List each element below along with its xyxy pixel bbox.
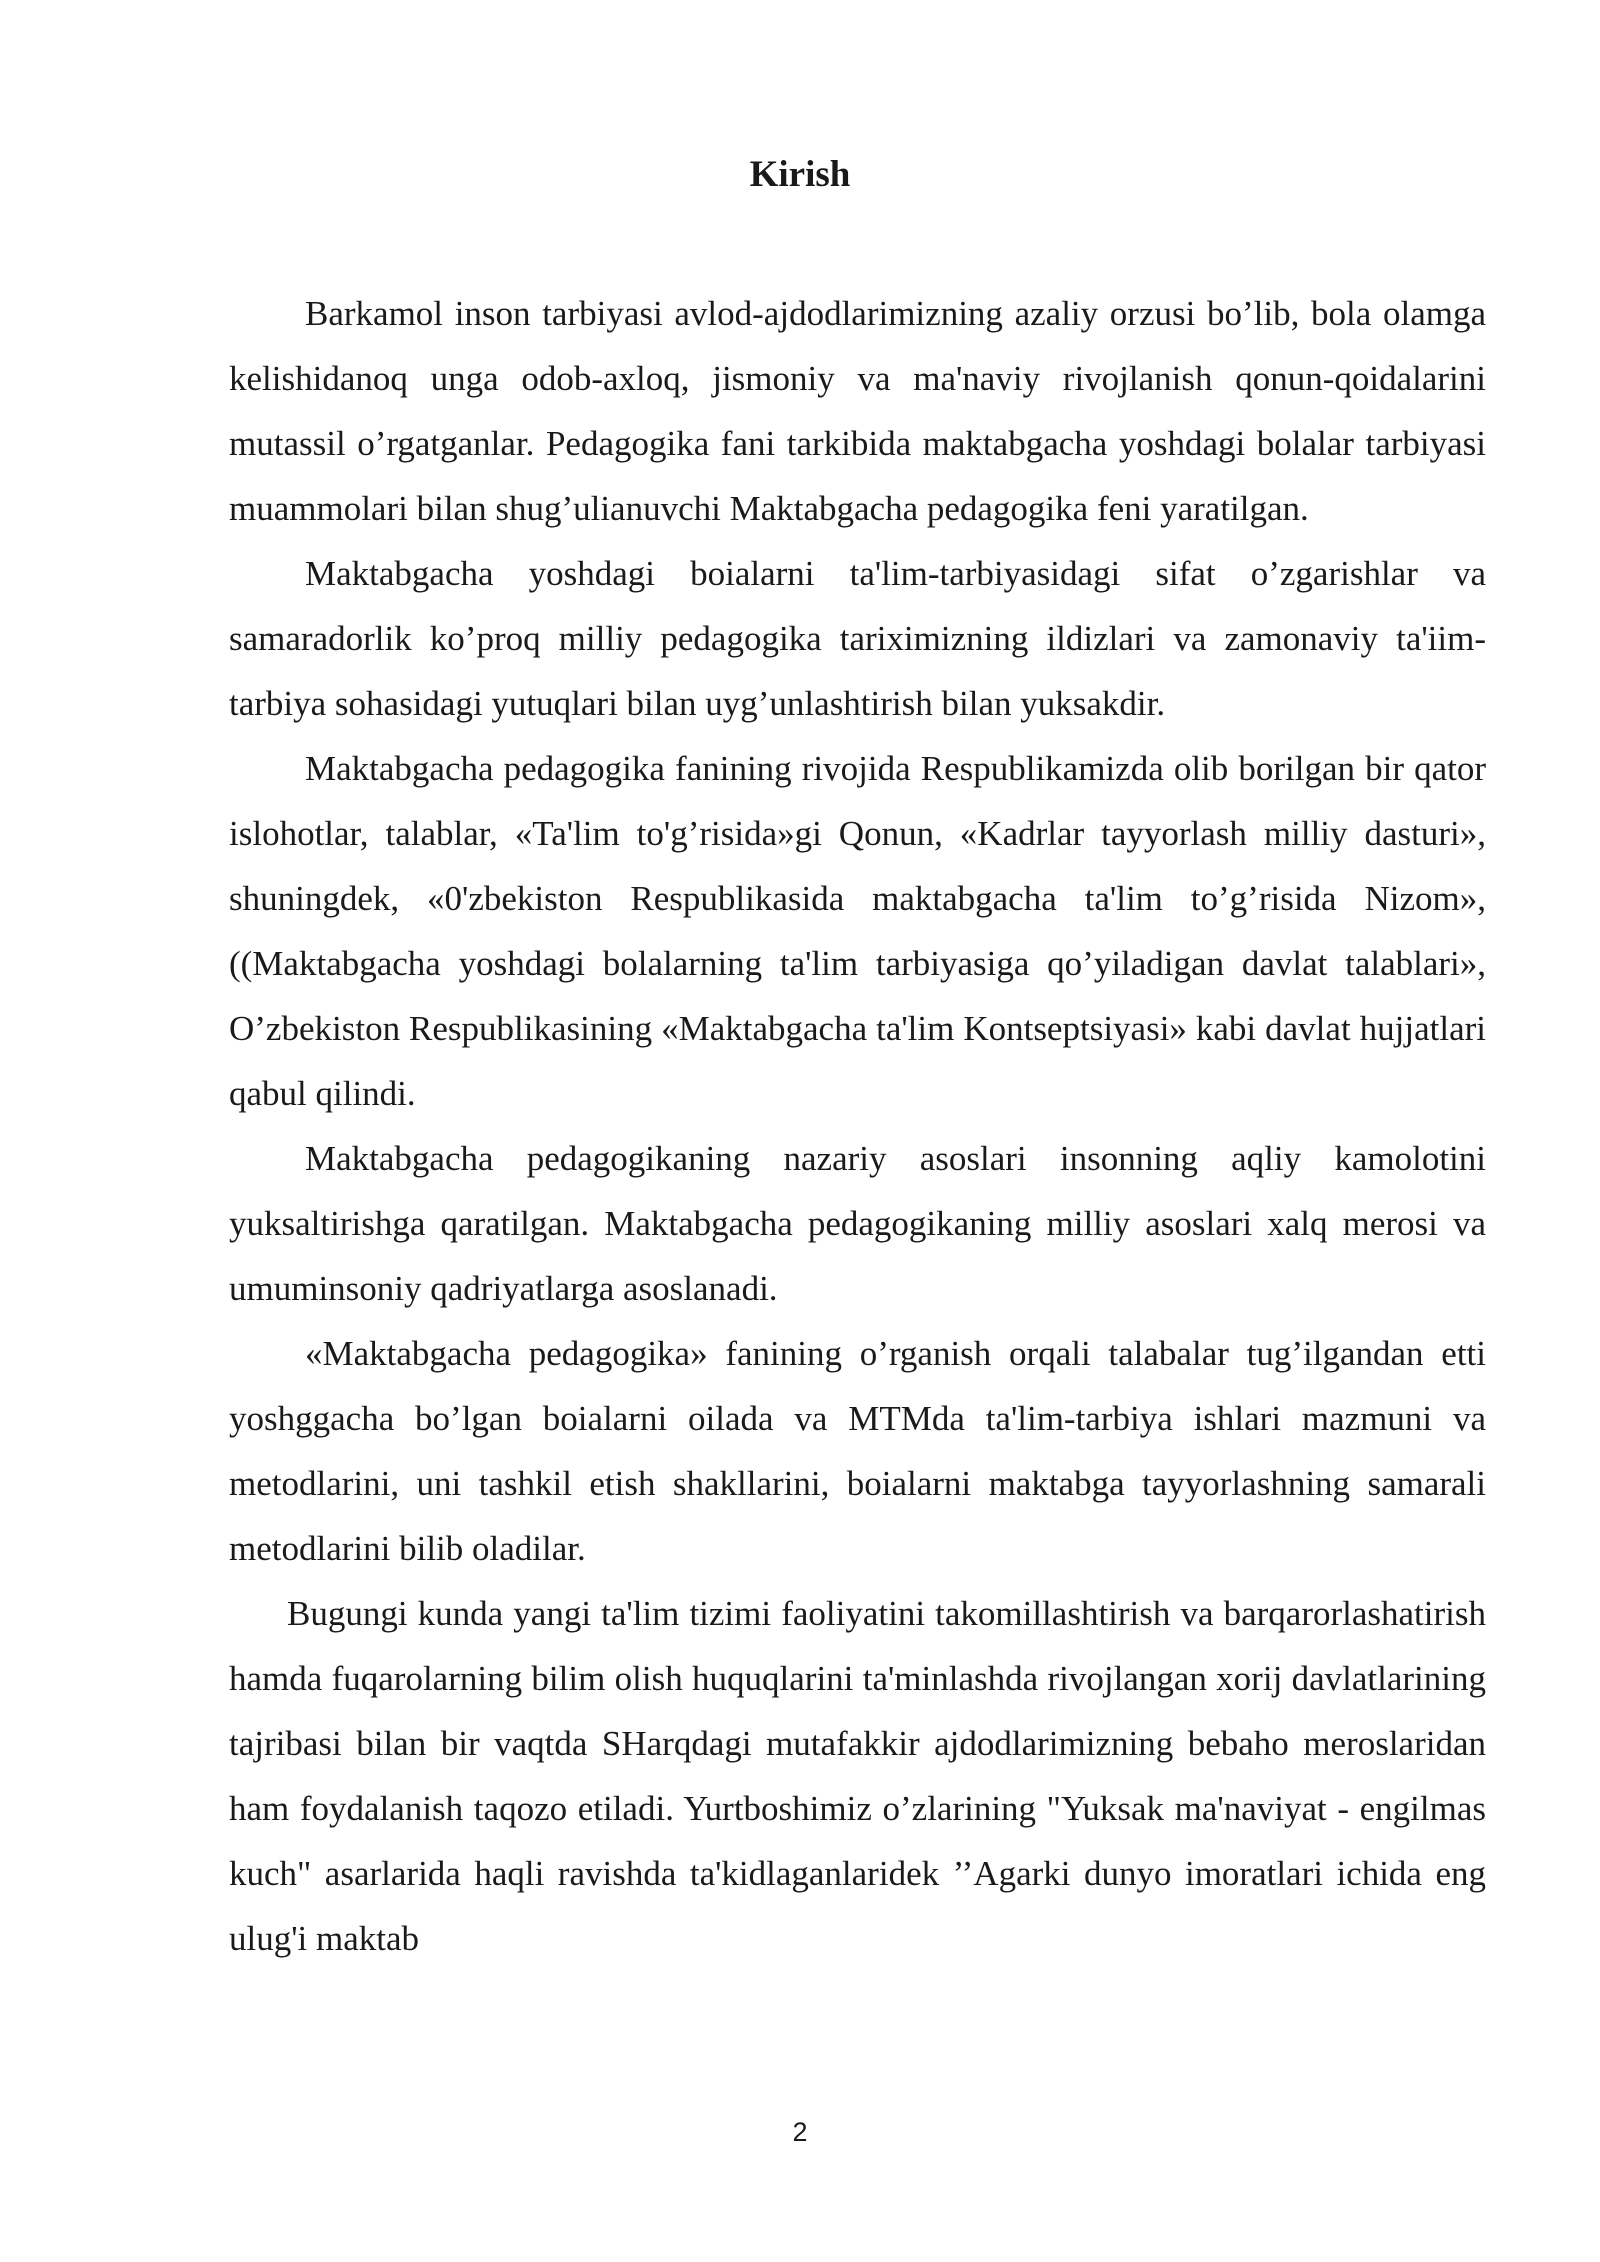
page-number: 2: [792, 2117, 808, 2147]
body-text: [229, 281, 1486, 1971]
paragraph-1: Barkamol inson tarbiyasi avlod-ajdodlarimizning azaliy orzusi bo’lib, bola olamga kelishidanoq unga odob-axloq, jismoniy va ma'naviy rivojlanish qonun-qoidalarini mutassil o’rgatganlar. Pedagogika fani tarkibida maktabgacha yoshdagi bolalar tarbiyasi muammolari bilan shug’ulianuvchi Maktabgacha pedagogika feni yaratilgan.: [229, 294, 1486, 528]
page-title: Kirish: [749, 154, 851, 195]
paragraph-6: Bugungi kunda yangi ta'lim tizimi faoliyatini takomillashtirish va barqarorlashatirish hamda fuqarolarning bilim olish huquqlarini ta'minlashda rivojlangan xorij davlatlarining tajribasi bilan bir vaqtda SHarqdagi mutafakkir ajdodlarimizning bebaho meroslaridan ham foydalanish taqozo etiladi. Yurtboshimiz o’zlarining "Yuksak ma'naviyat - engilmas kuch" asarlarida haqli ravishda ta'kidlaganlaridek ’’Agarki dunyo imoratlari ichida eng ulug'i maktab: [229, 1594, 1486, 1958]
paragraph-2: Maktabgacha yoshdagi boialarni ta'lim-tarbiyasidagi sifat o’zgarishlar va samaradorlik ko’proq milliy pedagogika tariximizning ildizlari va zamonaviy ta'iim- tarbiya sohasidagi yutuqlari bilan uyg’unlashtirish bilan yuksakdir.: [229, 554, 1486, 723]
paragraph-3: Maktabgacha pedagogika fanining rivojida Respublikamizda olib borilgan bir qator islohotlar, talablar, «Ta'lim to'g’risida»gi Qonun, «Kadrlar tayyorlash milliy dasturi», shuningdek, «0'zbekiston Respublikasida maktabgacha ta'lim to’g’risida Nizom»,((Maktabgacha yoshdagi bolalarning ta'lim tarbiyasiga qo’yiladigan davlat talablari», O’zbekiston Respublikasining «Maktabgacha ta'lim Kontseptsiyasi» kabi davlat hujjatlari qabul qilindi.: [229, 749, 1486, 1113]
paragraph-5: «Maktabgacha pedagogika» fanining o’rganish orqali talabalar tug’ilgandan etti yoshggacha bo’lgan boialarni oilada va MTMda ta'lim-tarbiya ishlari mazmuni va metodlarini, uni tashkil etish shakllarini, boialarni maktabga tayyorlashning samarali metodlarini bilib oladilar.: [229, 1334, 1486, 1568]
paragraph-4: Maktabgacha pedagogikaning nazariy asoslari insonning aqliy kamolotini yuksaltirishga qaratilgan. Maktabgacha pedagogikaning milliy asoslari xalq merosi va umuminsoniy qadriyatlarga asoslanadi.: [229, 1139, 1486, 1308]
